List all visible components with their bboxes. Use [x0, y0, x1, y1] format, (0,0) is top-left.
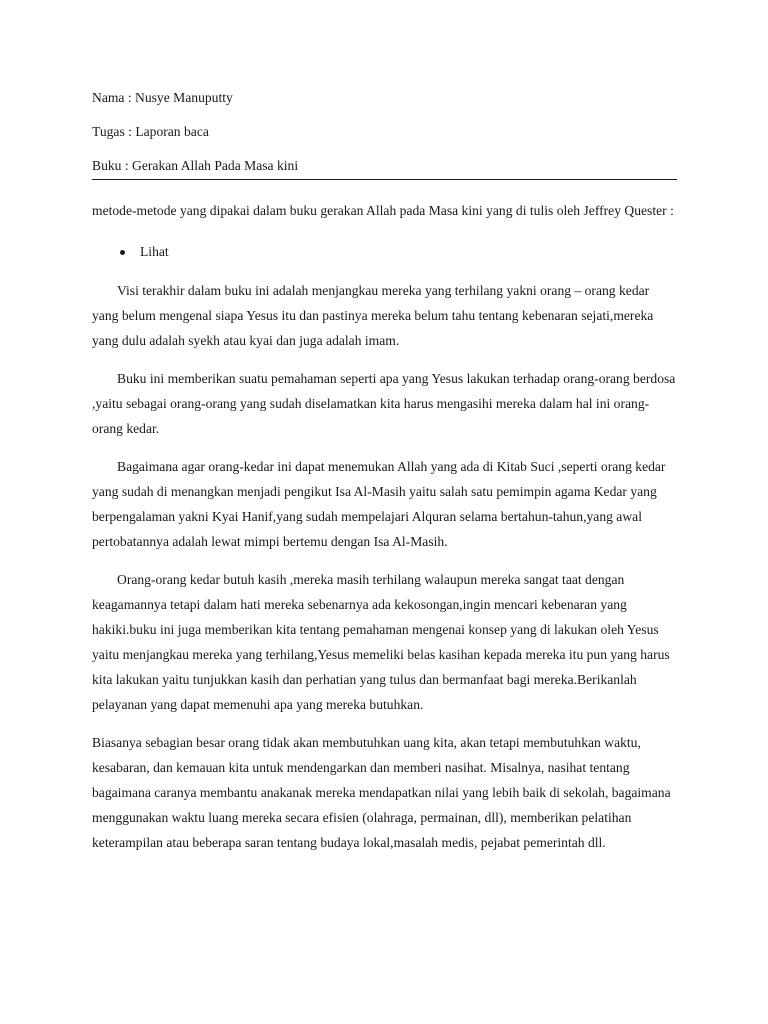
intro-text: metode-metode yang dipakai dalam buku gerakan Allah pada Masa kini yang di tulis oleh Jeffrey Quester : [92, 203, 674, 218]
document-content [92, 86, 677, 855]
paragraph-2: Buku ini memberikan suatu pemahaman seperti apa yang Yesus lakukan terhadap orang-orang berdosa ,yaitu sebagai orang-orang yang sudah diselamatkan kita harus mengasihi mereka dalam hal ini orang-orang kedar. [92, 371, 676, 436]
bullet-list-item [92, 239, 677, 264]
student-name-line: Nama : Nusye Manuputty [92, 90, 233, 105]
bullet-icon [120, 250, 125, 255]
book-title-line: Buku : Gerakan Allah Pada Masa kini [92, 158, 299, 173]
header-divider [92, 179, 677, 180]
assignment-line: Tugas : Laporan baca [92, 124, 209, 139]
paragraph-4: Orang-orang kedar butuh kasih ,mereka masih terhilang walaupun mereka sangat taat dengan keagamannya tetapi dalam hati mereka sebenarnya ada kekosongan,ingin mencari kebenaran yang hakiki.buku ini juga memberikan kita tentang pemahaman mengenai konsep yang di lakukan oleh Yesus yaitu menjangkau mereka yang terhilang,Yesus memeliki belas kasihan kepada mereka itu pun yang harus kita lakukan yaitu tunjukkan kasih dan perhatian yang tulus dan bermanfaat bagi mereka.Berikanlah pelayanan yang dapat memenuhi apa yang mereka butuhkan. [92, 572, 670, 712]
paragraph-5: Biasanya sebagian besar orang tidak akan membutuhkan uang kita, akan tetapi membutuhkan waktu, kesabaran, dan kemauan kita untuk mendengarkan dan memberi nasihat. Misalnya, nasihat tentang bagaimana caranya membantu anakanak mereka mendapatkan nilai yang lebih baik di sekolah, bagaimana menggunakan waktu luang mereka secara efisien (olahraga, permainan, dll), memberikan pelatihan keterampilan atau beberapa saran tentang budaya lokal,masalah medis, pejabat pemerintah dll. [92, 735, 671, 850]
bullet-item-text: Lihat [140, 244, 169, 259]
paragraph-3: Bagaimana agar orang-kedar ini dapat menemukan Allah yang ada di Kitab Suci ,seperti orang kedar yang sudah di menangkan menjadi pengikut Isa Al-Masih yaitu salah satu pemimpin agama Kedar yang berpengalaman yakni Kyai Hanif,yang sudah mempelajari Alquran selama bertahun-tahun,yang awal pertobatannya adalah lewat mimpi bertemu dengan Isa Al-Masih. [92, 459, 666, 549]
paragraph-1: Visi terakhir dalam buku ini adalah menjangkau mereka yang terhilang yakni orang – orang kedar yang belum mengenal siapa Yesus itu dan pastinya mereka belum tahu tentang kebenaran sejati,mereka yang dulu adalah syekh atau kyai dan juga adalah imam. [92, 283, 654, 348]
